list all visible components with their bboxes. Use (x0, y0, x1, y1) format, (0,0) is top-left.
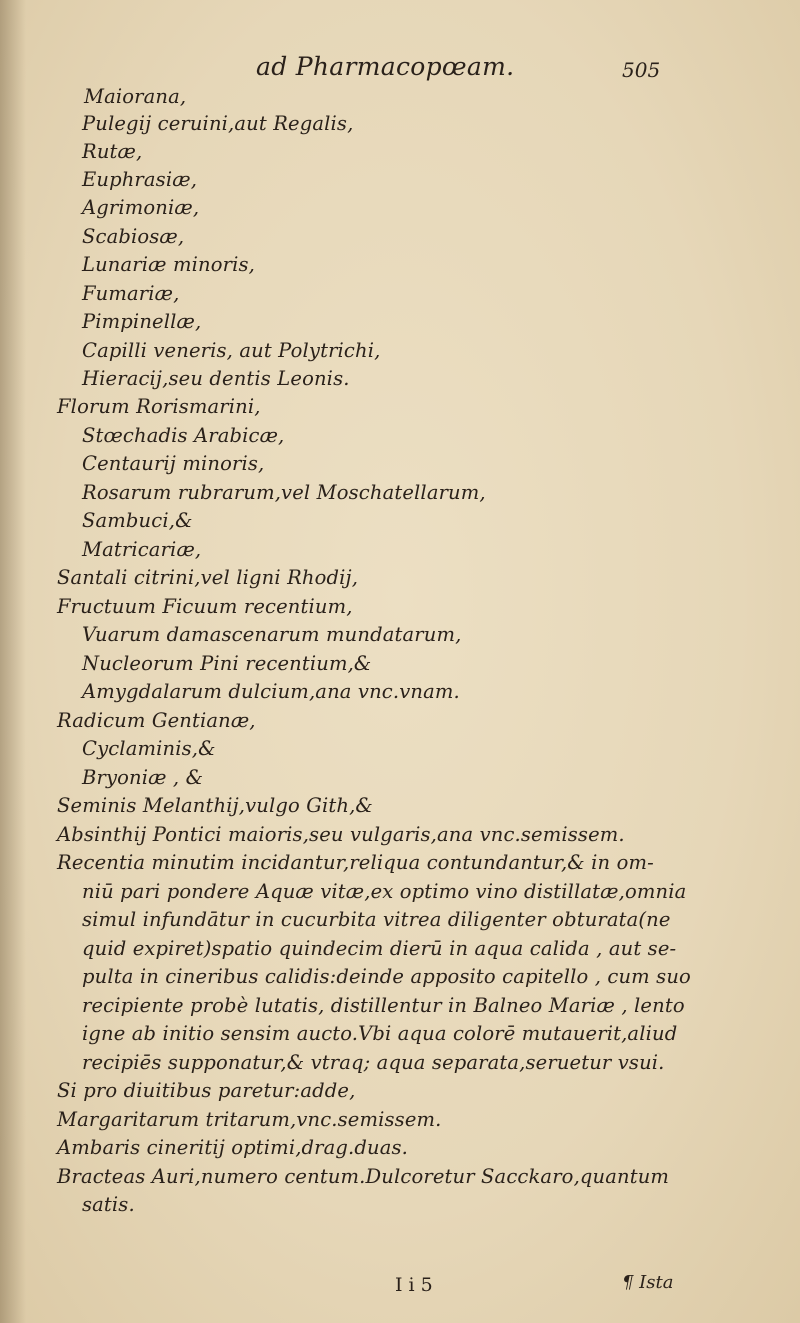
signature-mark: I i 5 (395, 1274, 433, 1296)
text-line: recipiēs supponatur,& vtraq; aqua separata,seruetur vsui. (82, 1051, 665, 1074)
text-line: simul infundātur in cucurbita vitrea diligenter obturata(ne (82, 908, 671, 931)
text-line: Capilli veneris, aut Polytrichi, (82, 339, 381, 362)
text-line: Scabiosæ, (82, 225, 185, 248)
text-line: Sambuci,& (82, 509, 193, 532)
text-line: Si pro diuitibus paretur:adde, (57, 1079, 356, 1102)
page-number: 505 (622, 58, 661, 82)
text-line: Matricariæ, (82, 538, 202, 561)
text-line: Amygdalarum dulcium,ana vnc.vnam. (82, 680, 460, 703)
text-line: Rosarum rubrarum,vel Moschatellarum, (82, 481, 486, 504)
text-line: Maiorana, (84, 85, 187, 108)
text-line: pulta in cineribus calidis:deinde apposito capitello , cum suo (82, 965, 691, 988)
text-line: Radicum Gentianæ, (57, 709, 256, 732)
text-line: igne ab initio sensim aucto.Vbi aqua colorē mutauerit,aliud (82, 1022, 678, 1045)
text-line: Nucleorum Pini recentium,& (82, 652, 372, 675)
text-line: Santali citrini,vel ligni Rhodij, (57, 566, 359, 589)
text-line: Florum Rorismarini, (57, 395, 261, 418)
text-line: Margaritarum tritarum,vnc.semissem. (57, 1108, 442, 1131)
text-line: Recentia minutim incidantur,reliqua contundantur,& in om- (57, 851, 654, 874)
text-line: Centaurij minoris, (82, 452, 265, 475)
text-line: Bryoniæ , & (82, 766, 204, 789)
text-line: Fructuum Ficuum recentium, (57, 595, 353, 618)
text-line: Agrimoniæ, (82, 196, 200, 219)
text-line: Pulegij ceruini,aut Regalis, (82, 112, 354, 135)
text-line: Lunariæ minoris, (82, 253, 255, 276)
text-line: Ambaris cineritij optimi,drag.duas. (57, 1136, 409, 1159)
text-line: Seminis Melanthij,vulgo Gith,& (57, 794, 373, 817)
text-line: quid expiret)spatio quindecim dierū in aqua calida , aut se- (82, 937, 677, 960)
text-line: niū pari pondere Aquæ vitæ,ex optimo vino distillatæ,omnia (82, 880, 687, 903)
running-head: ad Pharmacopœam. (256, 52, 515, 81)
catchword: ¶ Ista (622, 1272, 674, 1293)
text-line: Hieracij,seu dentis Leonis. (82, 367, 350, 390)
text-line: Stœchadis Arabicæ, (82, 424, 285, 447)
text-line: recipiente probè lutatis, distillentur in Balneo Mariæ , lento (82, 994, 685, 1017)
text-line: satis. (82, 1193, 135, 1216)
text-line: Absinthij Pontici maioris,seu vulgaris,ana vnc.semissem. (57, 823, 625, 846)
text-line: Bracteas Auri,numero centum.Dulcoretur Sacckaro,quantum (57, 1165, 670, 1188)
text-line: Pimpinellæ, (82, 310, 202, 333)
text-line: Fumariæ, (82, 282, 180, 305)
text-line: Vuarum damascenarum mundatarum, (82, 623, 462, 646)
text-line: Cyclaminis,& (82, 737, 216, 760)
text-line: Rutæ, (82, 140, 143, 163)
text-line: Euphrasiæ, (82, 168, 198, 191)
